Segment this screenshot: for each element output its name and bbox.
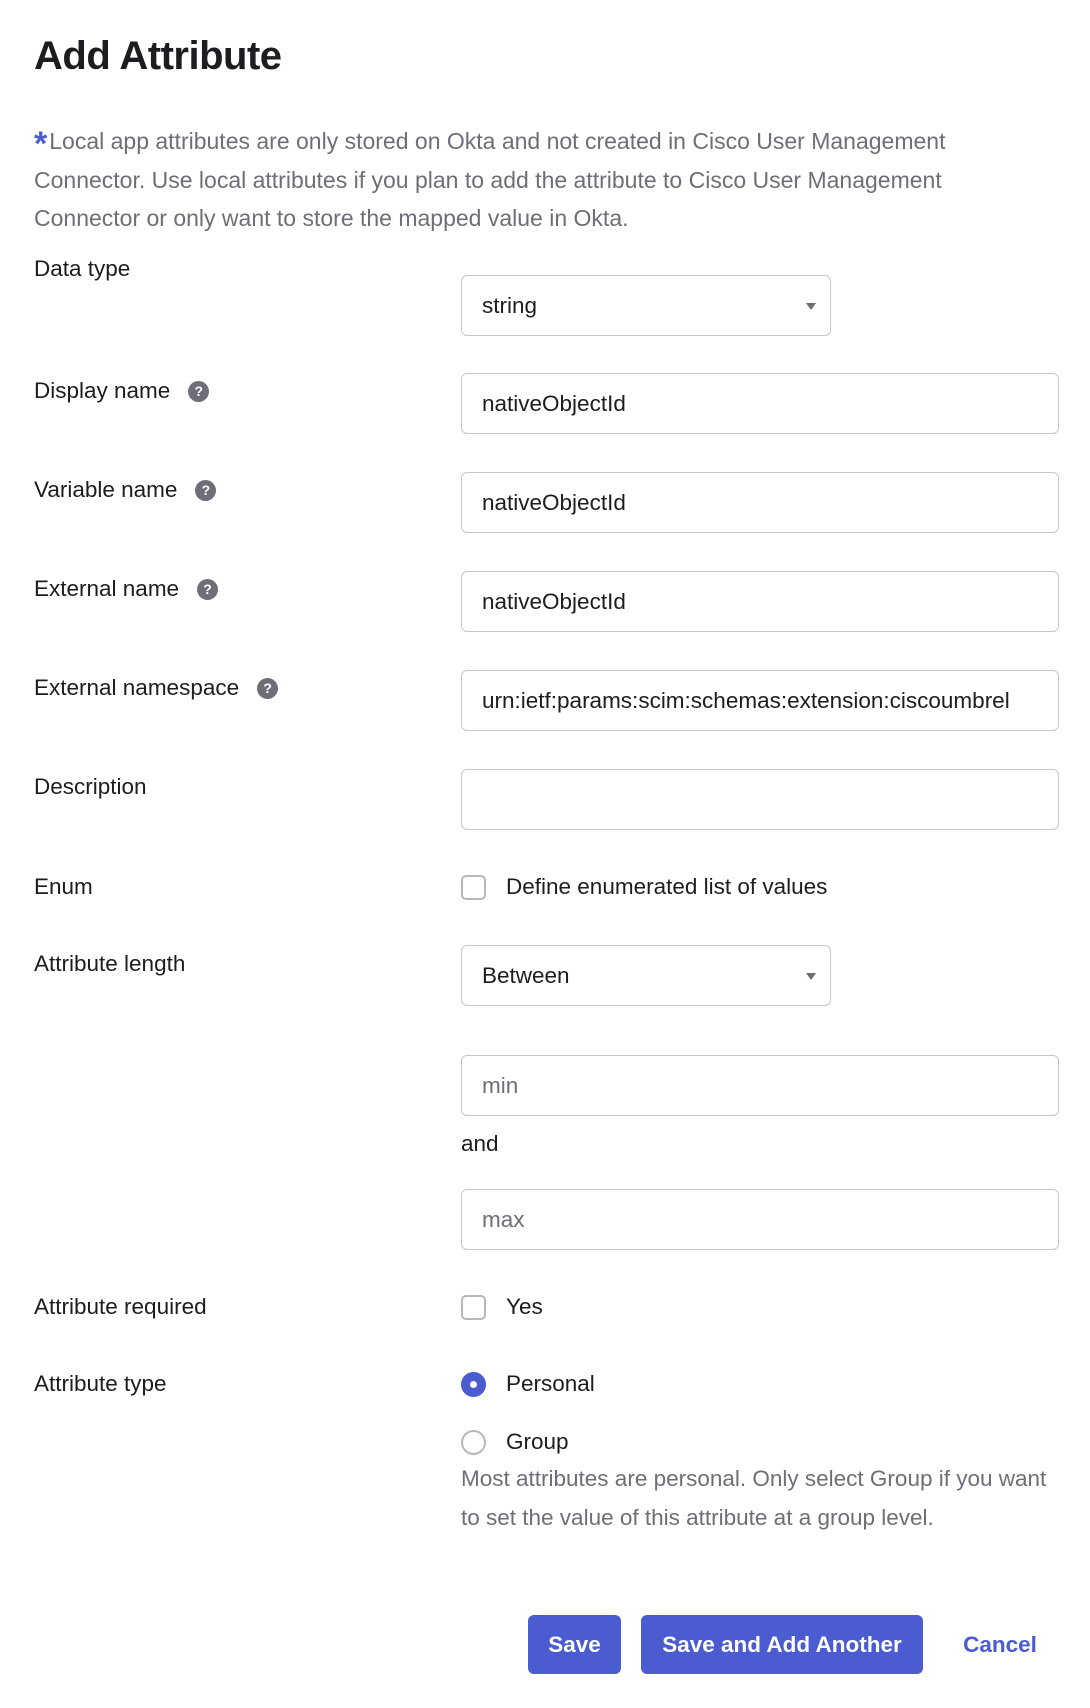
note-text: Local app attributes are only stored on Okta and not created in Cisco User Management Connector. Use local attributes if you plan to add the attribute to Cisco User Management Connector or only want to store the mapped value in Okta. xyxy=(34,128,946,231)
data-type-select[interactable]: string xyxy=(461,275,831,336)
display-name-input[interactable]: nativeObjectId xyxy=(461,373,1059,434)
attribute-length-label: Attribute length xyxy=(34,951,186,976)
chevron-down-icon xyxy=(806,973,816,980)
help-icon[interactable]: ? xyxy=(197,579,218,600)
attribute-type-hint: Most attributes are personal. Only select Group if you want to set the value of this attribute at a group level. xyxy=(461,1466,1047,1530)
external-name-input[interactable]: nativeObjectId xyxy=(461,571,1059,632)
attribute-type-label: Attribute type xyxy=(34,1371,167,1396)
variable-name-label: Variable name ? xyxy=(34,477,216,503)
external-namespace-label: External namespace ? xyxy=(34,675,278,701)
save-and-add-another-button[interactable]: Save and Add Another xyxy=(641,1615,923,1674)
dialog-title: Add Attribute xyxy=(34,34,282,78)
cancel-button[interactable]: Cancel xyxy=(963,1631,1037,1657)
group-radio[interactable] xyxy=(461,1430,486,1455)
attribute-type-option-personal[interactable] xyxy=(461,1371,595,1397)
enum-option-label[interactable]: Define enumerated list of values xyxy=(506,874,828,899)
personal-radio[interactable] xyxy=(461,1372,486,1397)
asterisk-icon: * xyxy=(34,125,48,163)
attribute-type-option-group[interactable] xyxy=(461,1429,569,1455)
external-namespace-input[interactable]: urn:ietf:params:scim:schemas:extension:ciscoumbrel xyxy=(461,670,1059,731)
help-icon[interactable]: ? xyxy=(195,480,216,501)
save-button[interactable]: Save xyxy=(528,1615,621,1674)
help-icon[interactable]: ? xyxy=(257,678,278,699)
attribute-required-option-label[interactable]: Yes xyxy=(506,1294,543,1319)
enum-checkbox-row[interactable] xyxy=(461,874,827,900)
personal-option-label[interactable]: Personal xyxy=(506,1371,595,1396)
group-option-label[interactable]: Group xyxy=(506,1429,569,1454)
chevron-down-icon xyxy=(806,303,816,310)
attribute-required-label: Attribute required xyxy=(34,1294,207,1319)
display-name-label: Display name ? xyxy=(34,378,209,404)
min-length-input[interactable]: min xyxy=(461,1055,1059,1116)
description-input[interactable] xyxy=(461,769,1059,830)
max-length-input[interactable]: max xyxy=(461,1189,1059,1250)
enum-checkbox[interactable] xyxy=(461,875,486,900)
variable-name-input[interactable]: nativeObjectId xyxy=(461,472,1059,533)
attribute-required-checkbox[interactable] xyxy=(461,1295,486,1320)
help-icon[interactable]: ? xyxy=(188,381,209,402)
attribute-required-row[interactable] xyxy=(461,1294,543,1320)
external-name-label: External name ? xyxy=(34,576,218,602)
attribute-length-select[interactable]: Between xyxy=(461,945,831,1006)
local-attribute-note xyxy=(34,122,1034,238)
data-type-label: Data type xyxy=(34,256,131,281)
enum-label: Enum xyxy=(34,874,93,899)
description-label: Description xyxy=(34,774,147,799)
and-label: and xyxy=(461,1131,499,1156)
